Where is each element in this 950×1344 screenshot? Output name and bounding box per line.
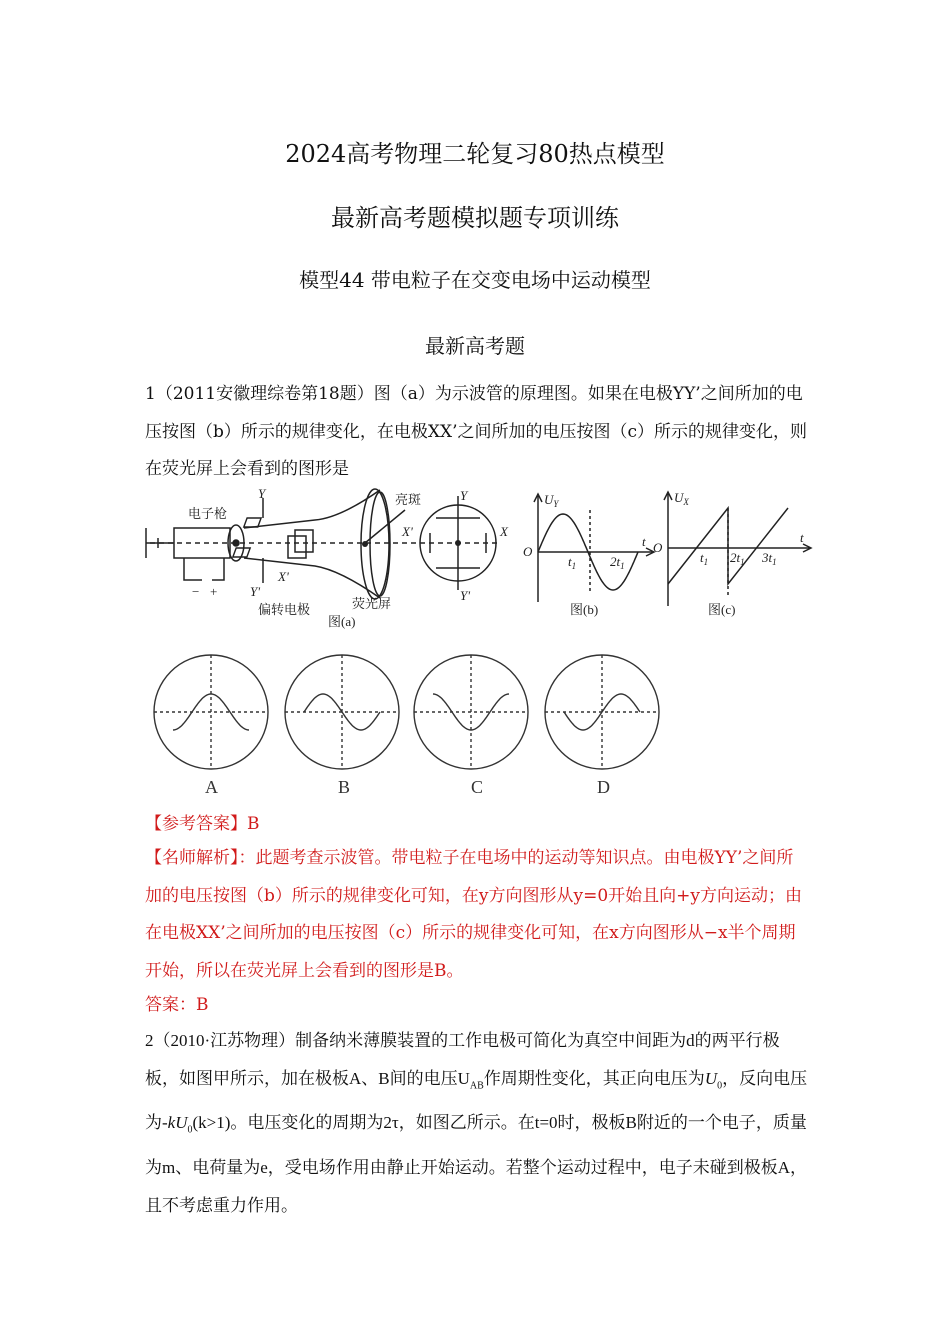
teacher-explanation [145, 840, 810, 990]
fig-a-caption: 图(a) [328, 614, 356, 629]
answer-options [145, 650, 675, 800]
question-2-text: 2（2010·江苏物理）制备纳米薄膜装置的工作电极可简化为真空中间距为d的两平行极板，如图甲所示，加在极板A、B间的电压$U_{AB}$作周期性变化，其正向电压为$U_0$，反向电压为$-kU_0(k>1)$。电压变化的周期为2τ，如图乙所示。在t=0时，极板B附近的一个电子，质量为m、电荷量为e，受电场作用由静止开始运动。若整个运动过程中，电子未碰到极板A，且不考虑重力作用。 [145, 1031, 808, 1215]
figure-b-uy [518, 490, 658, 620]
fig-b-axis-t: t [642, 534, 646, 549]
label-x: X [500, 524, 508, 539]
svg-text:3t1: $3t_1$ [762, 550, 777, 567]
section-title: 最新高考题 [425, 334, 525, 358]
label-xp-screen: X' [402, 524, 413, 539]
label-yp-screen: Y' [460, 588, 471, 603]
svg-text:2t1: $2t_1$ [730, 550, 745, 567]
fig-c-axis-t: t [800, 530, 804, 545]
label-minus: − [192, 584, 200, 599]
svg-text:UX: $U_X$ [674, 490, 689, 507]
reference-answer: 【参考答案】B [145, 814, 260, 834]
label-screen: 荧光屏 [352, 596, 392, 611]
question-1-text: 1（2011安徽理综卷第18题）图（a）为示波管的原理图。如果在电极YY’之间所加的电压按图（b）所示的规律变化，在电极XX’之间所加的电压按图（c）所示的规律变化，则在荧光屏上会看到的图形是 [145, 384, 808, 479]
option-c-label: C [471, 777, 484, 797]
doc-subtitle: 最新高考题模拟题专项训练 [331, 204, 619, 232]
label-xp: X' [278, 569, 289, 584]
option-b-label: B [338, 777, 351, 797]
label-y: Y [258, 488, 266, 501]
option-d-label: D [597, 777, 610, 797]
fig-b-caption: 图(b) [570, 602, 599, 617]
explanation-text: ：此题考查示波管。带电粒子在电场中的运动等知识点。由电极YY’之间所加的电压按图（b）所示的规律变化可知，在y方向图形从y=0开始且向+y方向运动；由在电极XX’之间所加的电压按图（c）所示的规律变化可知，在x方向图形从−x半个周期开始，所以在荧光屏上会看到的图形是B。 [145, 848, 802, 981]
option-a-label: A [205, 777, 218, 797]
figure-a-oscilloscope [140, 488, 515, 630]
label-y-screen: Y [460, 488, 468, 503]
label-plus: + [210, 584, 218, 599]
label-deflect: 偏转电极 [258, 602, 311, 617]
label-bright-spot: 亮斑 [395, 492, 422, 507]
fig-b-origin: O [523, 544, 533, 559]
svg-text:2t1: $2t_1$ [610, 554, 625, 571]
final-answer: 答案：B [145, 995, 209, 1015]
explanation-label: 【名师解析】 [145, 848, 239, 868]
svg-text:UY: $U_Y$ [544, 492, 559, 509]
model-title: 模型44 带电粒子在交变电场中运动模型 [299, 268, 651, 292]
label-yp: Y' [250, 584, 261, 599]
fig-c-caption: 图(c) [708, 602, 736, 617]
fig-c-axis-y: U [674, 490, 684, 505]
fig-b-axis-y: U [544, 492, 554, 507]
figure-c-ux [650, 488, 815, 623]
fig-c-origin: O [653, 540, 663, 555]
label-gun: 电子枪 [188, 506, 228, 521]
doc-title: 2024高考物理二轮复习80热点模型 [285, 140, 665, 168]
svg-text:t1: $t_1$ [700, 550, 709, 567]
svg-text:t1: $t_1$ [568, 554, 577, 571]
